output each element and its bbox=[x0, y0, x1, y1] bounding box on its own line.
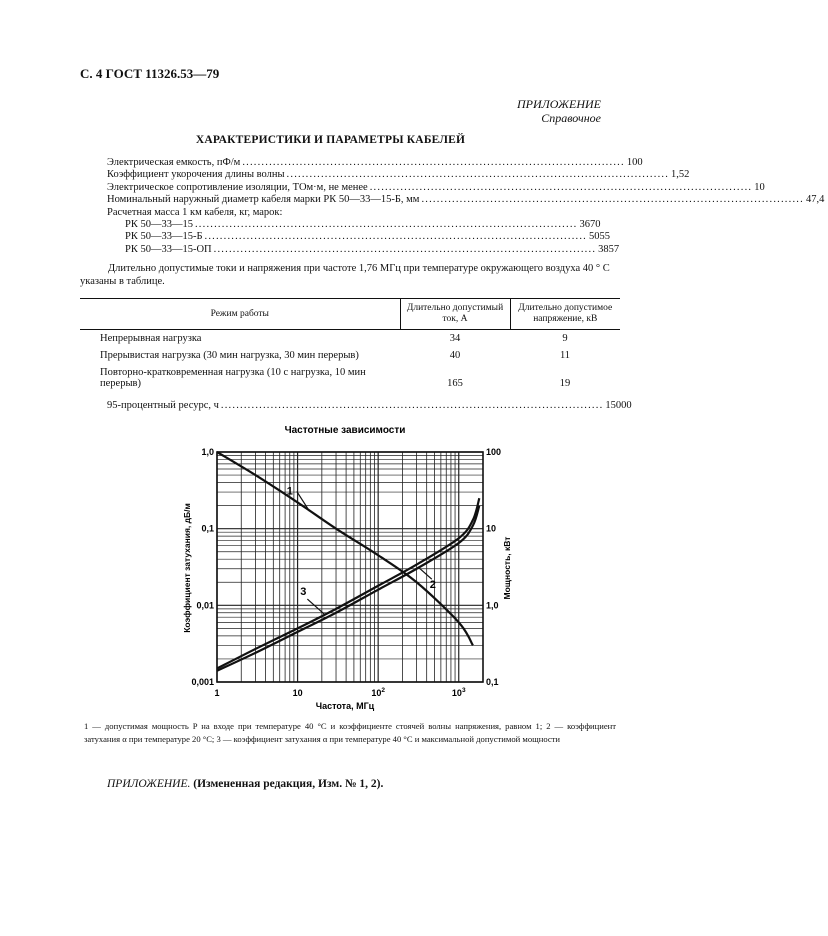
params-list bbox=[107, 157, 825, 256]
caption-part2: 2 — коэффициент затухания α при температуре 20 °С; 3 — коэффициент затухания α при температуре 40 °С и максимальной допустимой мощности bbox=[84, 721, 616, 744]
param-row: РК 50—33—15-Б .................................................................................................... 5055 bbox=[125, 231, 610, 243]
y-right-tick-label: 0,1 bbox=[486, 677, 499, 687]
series-label-leader bbox=[419, 568, 432, 580]
page-header: С. 4 ГОСТ 11326.53—79 bbox=[80, 66, 220, 81]
footer-italic: ПРИЛОЖЕНИЕ. bbox=[107, 778, 191, 790]
frequency-chart bbox=[170, 420, 550, 715]
appendix-label bbox=[517, 97, 601, 125]
current-cell: 34 bbox=[449, 333, 461, 344]
param-row: Электрическая емкость, пФ/м .................................................................................................... 100 bbox=[107, 157, 643, 168]
voltage-cell: 19 bbox=[559, 378, 571, 389]
modes-table bbox=[80, 298, 620, 392]
intro-paragraph: Длительно допустимые токи и напряжения при частоте 1,76 МГц при температуре окружающего воздуха 40 ° С указаны в таблице. bbox=[80, 263, 610, 287]
x-tick-label: $10^3$ bbox=[451, 687, 466, 698]
x-tick-label: 1 bbox=[214, 688, 220, 698]
y-left-tick-label: 1,0 bbox=[201, 447, 214, 457]
y-right-tick-label: 10 bbox=[486, 523, 497, 534]
mode-cell: Прерывистая нагрузка (30 мин нагрузка, 30 мин перерыв) bbox=[100, 350, 359, 361]
section-title: ХАРАКТЕРИСТИКИ И ПАРАМЕТРЫ КАБЕЛЕЙ bbox=[195, 134, 466, 146]
y-left-tick-label: 0,01 bbox=[196, 600, 214, 611]
y-axis-label-left: Коэффициент затухания, дБ/м bbox=[182, 503, 192, 633]
figure-caption bbox=[84, 720, 616, 745]
param-row: Электрическое сопротивление изоляции, ТОм·м, не менее .................................................................................................... 10 bbox=[107, 181, 765, 193]
table-row bbox=[80, 364, 620, 392]
table-row bbox=[80, 347, 620, 364]
param-row: Расчетная масса 1 км кабеля, кг, марок: bbox=[107, 206, 283, 218]
x-tick-label: $10^2$ bbox=[371, 687, 385, 698]
appendix-subtitle: Справочное bbox=[541, 111, 601, 125]
table-header-mode: Режим работы bbox=[80, 299, 400, 330]
current-cell: 40 bbox=[449, 350, 461, 361]
y-right-tick-label: 1,0 bbox=[486, 600, 499, 611]
x-axis-label: Частота, МГц bbox=[315, 701, 375, 711]
x-tick-label: 10 bbox=[292, 688, 303, 698]
table-header-voltage: Длительно допустимое напряжение, кВ bbox=[510, 299, 620, 330]
param-row: Коэффициент укорочения длины волны .................................................................................................... 1,52 bbox=[107, 169, 690, 181]
param-row: РК 50—33—15 .................................................................................................... 3670 bbox=[125, 219, 601, 231]
series-label: 2 bbox=[429, 579, 436, 592]
chart-title: Частотные зависимости bbox=[284, 425, 406, 436]
series-label-leader bbox=[297, 491, 310, 511]
resource-row: 95-процентный ресурс, ч .................................................................................................... 15000 bbox=[107, 400, 632, 411]
y-axis-label-right: Мощность, кВт bbox=[502, 536, 512, 600]
mode-cell: Непрерывная нагрузка bbox=[100, 333, 202, 344]
appendix-title: ПРИЛОЖЕНИЕ bbox=[517, 97, 601, 111]
voltage-cell: 11 bbox=[559, 350, 571, 361]
series-label: 1 bbox=[286, 485, 293, 498]
footer-note bbox=[107, 778, 383, 790]
y-right-tick-label: 100 bbox=[486, 447, 502, 457]
series-label: 3 bbox=[300, 586, 307, 599]
voltage-cell: 9 bbox=[562, 333, 568, 344]
series-2-line bbox=[217, 506, 479, 671]
y-left-tick-label: 0,001 bbox=[191, 677, 214, 687]
table-header-current: Длительно допустимый ток, А bbox=[400, 299, 510, 330]
chart-curves bbox=[217, 452, 479, 671]
series-3-line bbox=[217, 498, 479, 668]
table-row bbox=[80, 330, 620, 348]
footer-bold: (Измененная редакция, Изм. № 1, 2). bbox=[193, 778, 384, 790]
param-row: Номинальный наружный диаметр кабеля марки РК 50—33—15-Б, мм .................................................................................................... 47,4 bbox=[107, 194, 825, 206]
current-cell: 165 bbox=[447, 378, 463, 389]
y-left-tick-label: 0,1 bbox=[201, 523, 214, 534]
mode-cell: Повторно-кратковременная нагрузка (10 с нагрузка, 10 мин перерыв) bbox=[100, 367, 366, 389]
caption-part1: 1 — допустимая мощность P на входе при температуре 40 °С и коэффициенте стоячей волны напряжения, равном 1; bbox=[84, 721, 543, 731]
param-row: РК 50—33—15-ОП .................................................................................................... 3857 bbox=[125, 243, 620, 255]
